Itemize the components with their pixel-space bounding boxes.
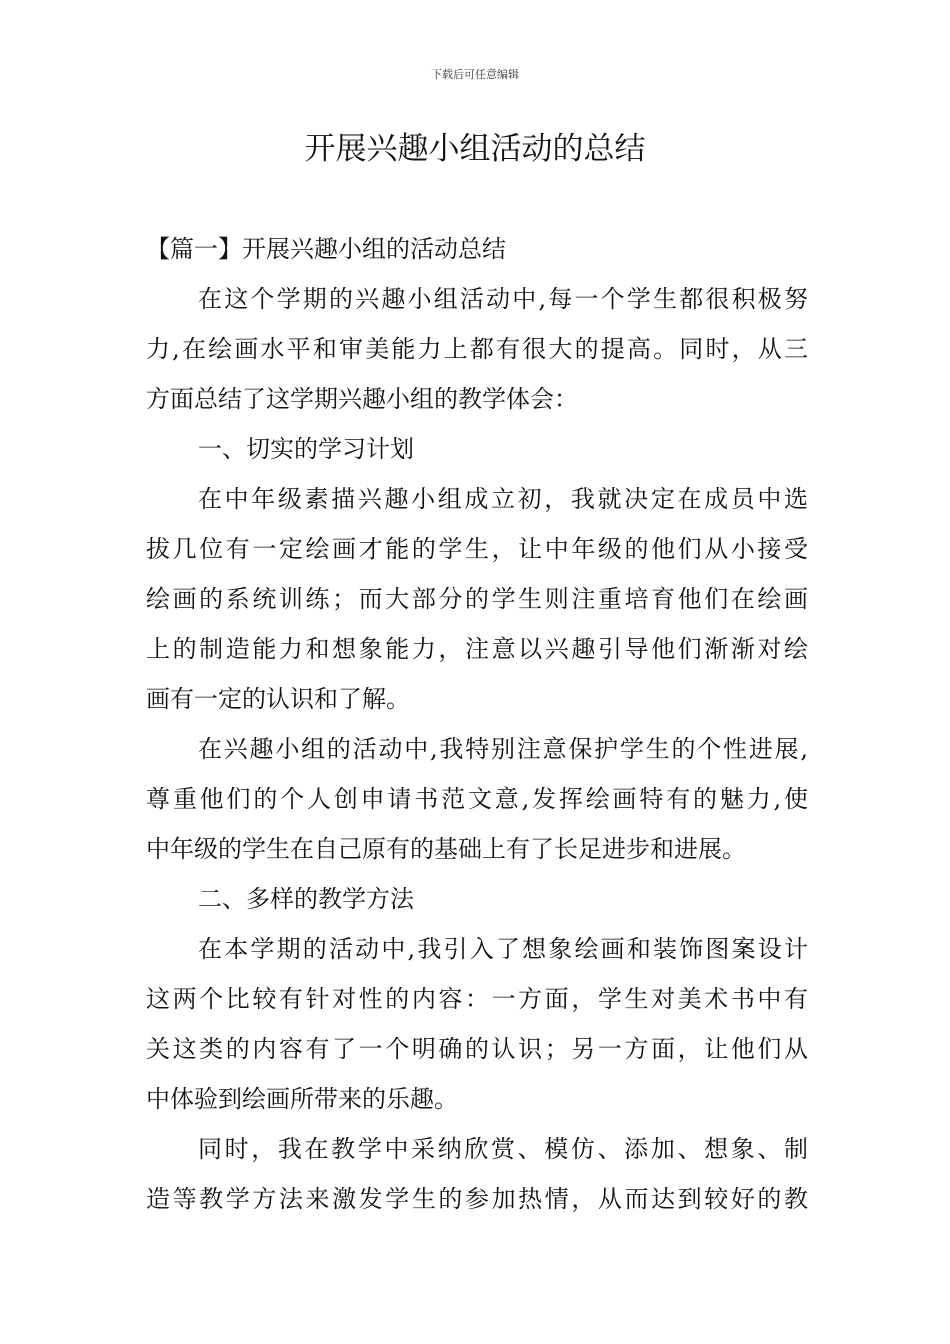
text-line: 力,在绘画水平和审美能力上都有很大的提高。同时，从三 bbox=[146, 335, 808, 363]
document-title: 开展兴趣小组活动的总结 bbox=[304, 131, 646, 167]
text-line: 在兴趣小组的活动中,我特别注意保护学生的个性进展, bbox=[198, 735, 808, 763]
text-line: 同时，我在教学中采纳欣赏、模仿、添加、想象、制 bbox=[198, 1135, 808, 1163]
text-line: 这两个比较有针对性的内容：一方面，学生对美术书中有 bbox=[146, 985, 808, 1013]
document-body bbox=[146, 224, 808, 1224]
text-line: 造等教学方法来激发学生的参加热情，从而达到较好的教 bbox=[146, 1185, 808, 1213]
text-line: 关这类的内容有了一个明确的认识；另一方面，让他们从 bbox=[146, 1035, 808, 1063]
text-line: 拔几位有一定绘画才能的学生，让中年级的他们从小接受 bbox=[146, 535, 808, 563]
text-line: 中体验到绘画所带来的乐趣。 bbox=[146, 1085, 458, 1113]
text-line: 方面总结了这学期兴趣小组的教学体会： bbox=[146, 385, 578, 413]
text-line: 上的制造能力和想象能力，注意以兴趣引导他们渐渐对绘 bbox=[146, 635, 808, 663]
header-note: 下载后可任意编辑 bbox=[431, 68, 519, 81]
text-line: 中年级的学生在自己原有的基础上有了长足进步和进展。 bbox=[146, 835, 746, 863]
text-line: 画有一定的认识和了解。 bbox=[146, 685, 410, 713]
text-line: 在中年级素描兴趣小组成立初，我就决定在成员中选 bbox=[198, 485, 808, 513]
text-line: 尊重他们的个人创申请书范文意,发挥绘画特有的魅力,使 bbox=[146, 785, 808, 813]
text-line: 【篇一】开展兴趣小组的活动总结 bbox=[146, 235, 506, 263]
text-line: 一、切实的学习计划 bbox=[198, 435, 414, 463]
text-line: 二、多样的教学方法 bbox=[198, 885, 414, 913]
text-line: 在本学期的活动中,我引入了想象绘画和装饰图案设计 bbox=[198, 935, 808, 963]
text-line: 绘画的系统训练；而大部分的学生则注重培育他们在绘画 bbox=[146, 585, 808, 613]
text-line: 在这个学期的兴趣小组活动中,每一个学生都很积极努 bbox=[198, 285, 808, 313]
